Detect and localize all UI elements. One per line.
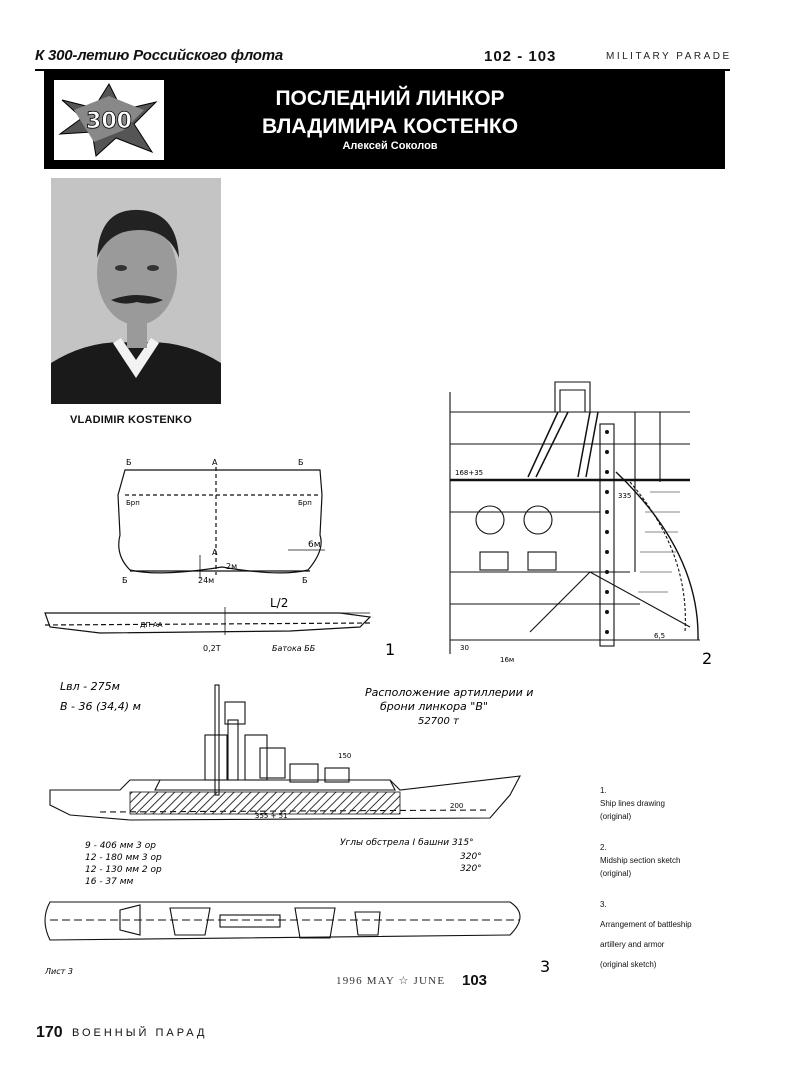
label-brp-left: Брп	[126, 499, 140, 507]
fig3-armament-1: 9 - 406 мм 3 ор	[85, 841, 156, 851]
article-title	[240, 85, 540, 141]
figure-3-arrangement	[40, 680, 600, 980]
caption-1-num: 1.	[600, 786, 607, 795]
fig3-armament-3: 12 - 130 мм 2 ор	[85, 865, 162, 875]
figure-1-ship-lines	[40, 455, 400, 665]
caption-3-sub2: (original sketch)	[600, 960, 657, 969]
brand-name: MILITARY PARADE	[606, 51, 732, 62]
figure-3-number: 3	[540, 957, 551, 976]
figure-2-number: 2	[702, 649, 713, 668]
label-b-right: Б	[298, 458, 304, 467]
label-6m: 6м	[308, 540, 321, 550]
fig2-label-335: 335	[618, 492, 632, 500]
caption-3-num: 3.	[600, 900, 607, 909]
issue-date: 1996 MAY ☆ JUNE	[336, 975, 446, 987]
caption-1-text: Ship lines drawing	[600, 799, 665, 808]
caption-1-sub: (original)	[600, 812, 632, 821]
fig3-displacement: 52700 т	[418, 716, 459, 727]
figure-1-number: 1	[385, 640, 396, 659]
label-b-bl: Б	[122, 576, 128, 585]
series-title: К 300-летию Российского флота	[35, 47, 284, 64]
portrait-image	[51, 178, 221, 404]
label-batoka: Батока ББ	[272, 644, 316, 653]
label-a-top: А	[212, 458, 218, 467]
logo-text: 300	[86, 109, 132, 134]
label-dp-aa: ДП АА	[140, 621, 163, 629]
label-l-half: L/2	[270, 596, 289, 610]
title-line-2: ВЛАДИМИРА КОСТЕНКО	[261, 115, 519, 138]
fig3-armament-4: 16 - 37 мм	[85, 877, 134, 887]
page-range: 102 - 103	[484, 48, 557, 65]
fig3-dims-1: Lвл - 275м	[60, 680, 120, 693]
fig3-angles-3: 320°	[460, 864, 482, 874]
figure-2-midship-section	[440, 372, 740, 672]
fig2-label-168: 168+35	[455, 469, 484, 477]
caption-3-sub: artillery and armor	[600, 940, 665, 949]
caption-3-text: Arrangement of battleship	[600, 920, 692, 929]
star-logo-icon	[54, 80, 164, 160]
fig3-label-200: 200	[450, 802, 464, 810]
fig3-dims-2: В - 36 (34,4) м	[60, 700, 141, 713]
label-0-2t: 0,2Т	[203, 644, 221, 653]
caption-2-sub: (original)	[600, 869, 632, 878]
fig2-label-30: 30	[460, 644, 469, 652]
caption-2-num: 2.	[600, 843, 607, 852]
label-a-bottom: А	[212, 548, 218, 557]
label-b-br: Б	[302, 576, 308, 585]
fig3-heading-1: Расположение артиллерии и	[365, 686, 534, 699]
fig2-label-16m: 16м	[500, 656, 515, 664]
portrait-photo	[51, 178, 221, 404]
label-2m: 2м	[226, 562, 238, 571]
title-line-1: ПОСЛЕДНИЙ ЛИНКОР	[275, 87, 505, 110]
label-brp-right: Брп	[298, 499, 312, 507]
fig3-label-150: 150	[338, 752, 352, 760]
fig3-angles-1: Углы обстрела I башни 315°	[340, 838, 474, 848]
portrait-caption: VLADIMIR KOSTENKO	[70, 414, 192, 426]
fig3-angles-2: 320°	[460, 852, 482, 862]
issue-page: 103	[462, 972, 488, 989]
page-number: 170	[36, 1024, 63, 1041]
fig3-heading-2: брони линкора "В"	[380, 700, 488, 713]
article-author: Алексей Соколов	[342, 140, 438, 152]
fig3-armament-2: 12 - 180 мм 3 ор	[85, 853, 162, 863]
caption-2-text: Midship section sketch	[600, 856, 681, 865]
300-logo	[54, 80, 164, 160]
fig3-label-355: 355 + 51	[255, 812, 288, 820]
magazine-name: ВОЕННЫЙ ПАРАД	[72, 1027, 208, 1039]
label-24m: 24м	[198, 576, 215, 585]
fig3-sheet-label: Лист 3	[45, 967, 73, 976]
fig2-label-6-5: 6,5	[654, 632, 666, 640]
label-b-left: Б	[126, 458, 132, 467]
